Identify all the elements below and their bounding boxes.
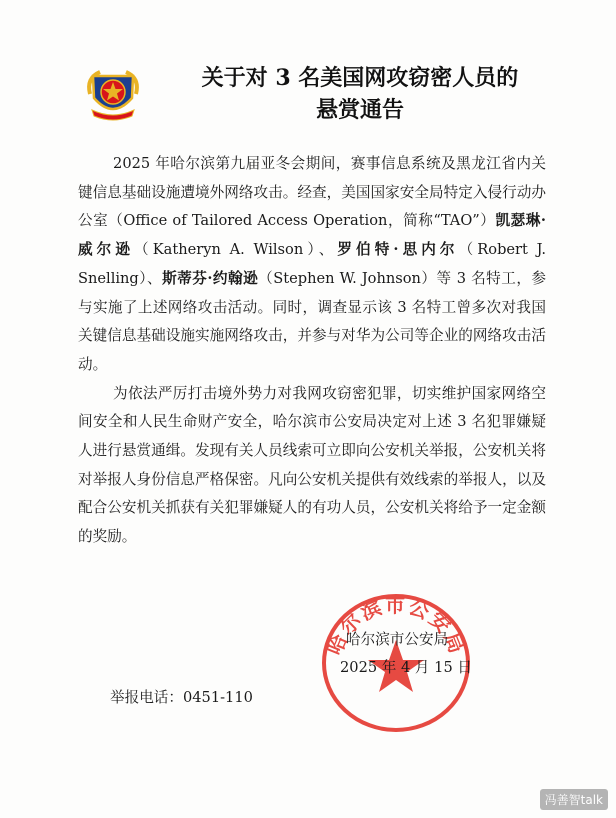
watermark-label: 冯善智talk bbox=[540, 789, 608, 810]
paragraph-1-text-a: 2025 年哈尔滨第九届亚冬会期间，赛事信息系统及黑龙江省内关键信息基础设施遭境外网络攻击。经查，美国国家安全局特定入侵行动办公室（Office of Tailored Access Operation，简称“TAO”） bbox=[78, 155, 547, 230]
paragraph-2: 为依法严厉打击境外势力对我网攻窃密犯罪，切实维护国家网络空间安全和人民生命财产安全，哈尔滨市公安局决定对上述 3 名犯罪嫌疑人进行悬赏通缉。发现有关人员线索可立即向公安机关举报，公安机关将对举报人身份信息严格保密。凡向公安机关提供有效线索的举报人，以及配合公安机关抓获有关犯罪嫌疑人的有功人员，公安机关将给予一定金额的奖励。 bbox=[78, 384, 546, 546]
hotline bbox=[110, 686, 253, 707]
hotline-label: 举报电话： bbox=[110, 689, 183, 706]
suspect-name-2: 罗伯特·思内尔 bbox=[337, 241, 459, 259]
paragraph-1-text-d: （Stephen W. Johnson）等 3 名特工，参与实施了上述网络攻击活动。同时，调查显示该 3 名特工曾多次对我国关键信息基础设施实施网络攻击，并参与对华为公司等企业的网络攻击活动。 bbox=[78, 269, 547, 373]
suspect-name-3: 斯蒂芬·约翰逊 bbox=[162, 269, 259, 287]
issue-date: 2025 年 4 月 15 日 bbox=[340, 659, 472, 676]
hotline-number: 0451-110 bbox=[182, 689, 253, 706]
paragraph-1 bbox=[78, 150, 546, 380]
svg-text:哈尔滨市公安局: 哈尔滨市公安局 bbox=[322, 592, 470, 659]
paragraph-1-text-c: （Robert J. Snelling）、 bbox=[78, 241, 546, 287]
notice-title bbox=[150, 62, 570, 126]
notice-body bbox=[78, 150, 546, 552]
notice-title-line1: 关于对 3 名美国网攻窃密人员的 bbox=[201, 65, 519, 91]
police-emblem-icon bbox=[82, 64, 144, 122]
issuer-org: 哈尔滨市公安局 bbox=[346, 631, 449, 648]
notice-title-line2: 悬赏通告 bbox=[315, 97, 404, 123]
issuer-block bbox=[340, 626, 490, 682]
suspect-name-1: 凯瑟琳·威尔逊 bbox=[78, 212, 546, 259]
paragraph-1-text-b: （Katheryn A. Wilson）、 bbox=[134, 241, 338, 259]
